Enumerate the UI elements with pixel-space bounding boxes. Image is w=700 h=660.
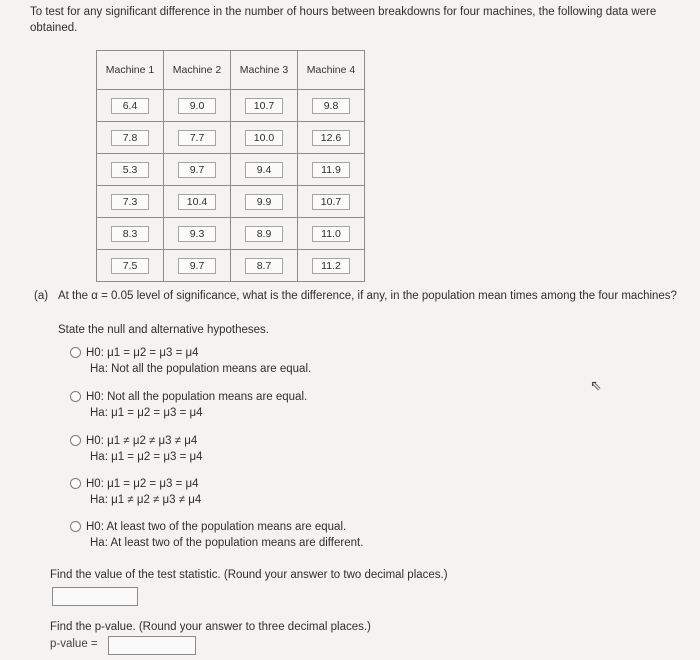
table-cell bbox=[97, 122, 164, 154]
hypothesis-option-2[interactable] bbox=[70, 389, 307, 421]
header-machine-1: Machine 1 bbox=[97, 51, 164, 90]
table-cell bbox=[298, 250, 365, 282]
table-cell bbox=[97, 90, 164, 122]
header-machine-3: Machine 3 bbox=[231, 51, 298, 90]
table-cell bbox=[298, 122, 365, 154]
cell-value: 9.9 bbox=[245, 194, 283, 210]
table-cell bbox=[164, 250, 231, 282]
cell-value: 11.0 bbox=[312, 226, 350, 242]
cell-value: 8.7 bbox=[245, 258, 283, 274]
table-row bbox=[97, 122, 365, 154]
test-statistic-input[interactable] bbox=[52, 587, 138, 606]
cell-value: 7.5 bbox=[111, 258, 149, 274]
radio-option-5[interactable] bbox=[70, 521, 81, 532]
table-cell bbox=[231, 154, 298, 186]
table-cell bbox=[164, 154, 231, 186]
option-1-h0: H0: μ1 = μ2 = μ3 = μ4 bbox=[86, 347, 199, 359]
cell-value: 7.7 bbox=[178, 130, 216, 146]
table-row bbox=[97, 218, 365, 250]
option-5-ha: Ha: At least two of the population means are different. bbox=[90, 537, 364, 549]
table-cell bbox=[231, 218, 298, 250]
table-cell bbox=[164, 186, 231, 218]
table-cell bbox=[164, 90, 231, 122]
cell-value: 10.4 bbox=[178, 194, 216, 210]
test-statistic-prompt: Find the value of the test statistic. (Round your answer to two decimal places.) bbox=[50, 569, 448, 581]
radio-option-1[interactable] bbox=[70, 347, 81, 358]
hypotheses-prompt: State the null and alternative hypotheses. bbox=[58, 324, 269, 336]
cell-value: 9.0 bbox=[178, 98, 216, 114]
cell-value: 12.6 bbox=[312, 130, 350, 146]
p-value-prompt: Find the p-value. (Round your answer to three decimal places.) bbox=[50, 621, 371, 633]
mouse-cursor-icon: ⇖ bbox=[590, 377, 602, 393]
table-row bbox=[97, 250, 365, 282]
cell-value: 10.7 bbox=[245, 98, 283, 114]
cell-value: 9.7 bbox=[178, 162, 216, 178]
table-row bbox=[97, 90, 365, 122]
option-2-ha: Ha: μ1 = μ2 = μ3 = μ4 bbox=[90, 407, 203, 419]
machine-data-table bbox=[96, 50, 365, 282]
hypothesis-option-4[interactable] bbox=[70, 476, 201, 508]
table-cell bbox=[231, 186, 298, 218]
cell-value: 10.0 bbox=[245, 130, 283, 146]
table-cell bbox=[97, 154, 164, 186]
radio-option-4[interactable] bbox=[70, 478, 81, 489]
hypothesis-option-5[interactable] bbox=[70, 519, 363, 551]
table-row bbox=[97, 154, 365, 186]
cell-value: 10.7 bbox=[312, 194, 350, 210]
table-cell bbox=[97, 250, 164, 282]
hypothesis-option-1[interactable] bbox=[70, 345, 311, 377]
table-cell bbox=[231, 250, 298, 282]
table-row bbox=[97, 186, 365, 218]
table-cell bbox=[298, 218, 365, 250]
cell-value: 7.3 bbox=[111, 194, 149, 210]
cell-value: 9.8 bbox=[312, 98, 350, 114]
header-machine-4: Machine 4 bbox=[298, 51, 365, 90]
cell-value: 11.2 bbox=[312, 258, 350, 274]
cell-value: 11.9 bbox=[312, 162, 350, 178]
option-4-ha: Ha: μ1 ≠ μ2 ≠ μ3 ≠ μ4 bbox=[90, 494, 202, 506]
radio-option-3[interactable] bbox=[70, 435, 81, 446]
option-4-h0: H0: μ1 = μ2 = μ3 = μ4 bbox=[86, 478, 199, 490]
option-2-h0: H0: Not all the population means are equal. bbox=[86, 391, 308, 403]
cell-value: 9.3 bbox=[178, 226, 216, 242]
table-cell bbox=[164, 122, 231, 154]
question-text: At the α = 0.05 level of significance, what is the difference, if any, in the population mean times among the four machines? bbox=[58, 290, 677, 302]
cell-value: 9.4 bbox=[245, 162, 283, 178]
p-value-input[interactable] bbox=[108, 636, 196, 655]
cell-value: 5.3 bbox=[111, 162, 149, 178]
cell-value: 8.3 bbox=[111, 226, 149, 242]
table-cell bbox=[298, 90, 365, 122]
table-cell bbox=[164, 218, 231, 250]
option-5-h0: H0: At least two of the population means are equal. bbox=[86, 521, 347, 533]
question-a bbox=[34, 289, 684, 304]
p-value-label: p-value = bbox=[50, 638, 98, 650]
table-cell bbox=[231, 122, 298, 154]
radio-option-2[interactable] bbox=[70, 391, 81, 402]
cell-value: 7.8 bbox=[111, 130, 149, 146]
cell-value: 8.9 bbox=[245, 226, 283, 242]
cell-value: 6.4 bbox=[111, 98, 149, 114]
option-3-h0: H0: μ1 ≠ μ2 ≠ μ3 ≠ μ4 bbox=[86, 435, 198, 447]
table-cell bbox=[97, 186, 164, 218]
question-label: (a) bbox=[34, 290, 49, 302]
table-cell bbox=[298, 186, 365, 218]
table-cell bbox=[231, 90, 298, 122]
option-3-ha: Ha: μ1 = μ2 = μ3 = μ4 bbox=[90, 451, 203, 463]
cell-value: 9.7 bbox=[178, 258, 216, 274]
hypothesis-option-3[interactable] bbox=[70, 433, 203, 465]
problem-intro: To test for any significant difference in the number of hours between breakdowns for four machines, the following data were obtained. bbox=[30, 6, 657, 34]
table-cell bbox=[97, 218, 164, 250]
option-1-ha: Ha: Not all the population means are equal. bbox=[90, 363, 312, 375]
table-cell bbox=[298, 154, 365, 186]
header-machine-2: Machine 2 bbox=[164, 51, 231, 90]
